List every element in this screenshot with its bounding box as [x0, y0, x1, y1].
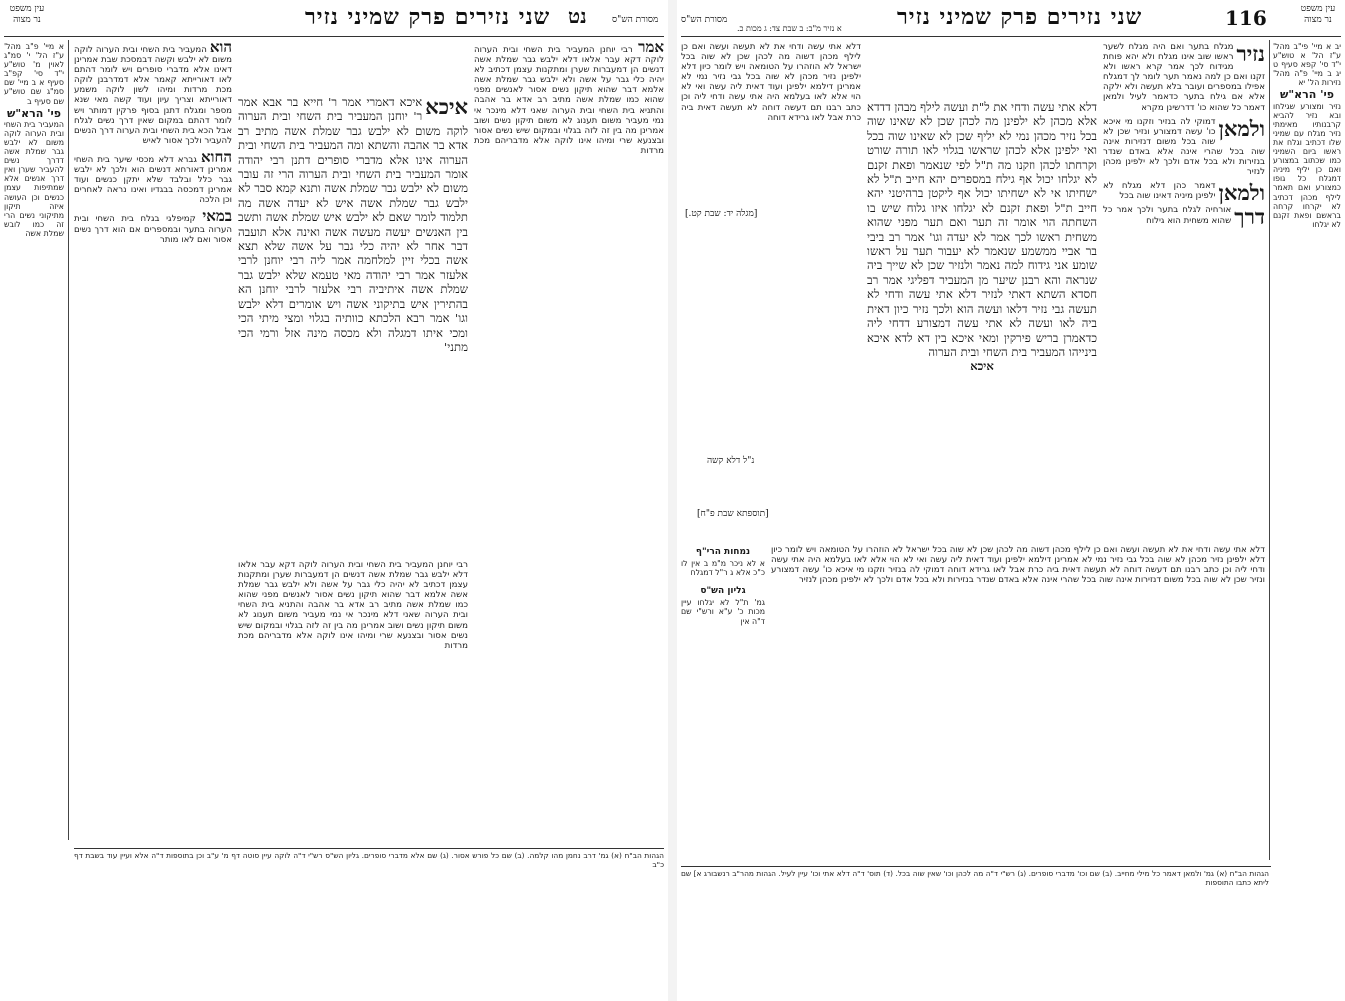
rashi-continuation-left	[238, 560, 468, 842]
gemara-opening-word: איכא	[425, 95, 468, 119]
rashi-continuation-text-right: דמוקי לה בנזיר וזקנו מי איכא כו' עשה דמצורע ונזיר שכן לא שוה בכל משום דנזירות אינה שוה בכל שהרי אינה אלא באדם שנדר בנזירות ולא בכל אדם ולכך לא ילפינן מכהן לנזיר	[771, 565, 1265, 586]
side-note-3: [תוספתא שבת פ"ח]	[697, 509, 769, 519]
rashi-heading-right-3: ולמאן	[1218, 180, 1265, 206]
rosh-column-left	[4, 42, 64, 842]
tosafot-heading-1: הוא	[209, 42, 232, 56]
rashi-text-right-1: מגלח בתער ואם היה מגלח לשער ראשו שוב אינו מגלח ולא יהא פוחת מגידוח לכך אמר קרא ראשו ולא זקנו ואם כן למה נאמר תער לומר לך דמגלח אפילו במספרים ועובר בלא תעשה ולא ילקה אלא אם גילח בתער כדאמר לעיל ולמאן דאמר כל שהוא כו' דדרשינן מקרא	[1103, 42, 1265, 113]
right-page	[677, 0, 1345, 1001]
tosafot-heading-3: במאי	[202, 207, 232, 226]
rashi-heading-right-1: נזיר	[1236, 42, 1265, 66]
ein-mishpat-text-left: א מיי' פ"ב מהל' ע"ז הל' י' סמ"ג לאוין מ' טוש"ע י"ד סי' קפ"ב סעיף א ב מיי' שם סמ"ג שם טוש"ע שם סעיף ב	[4, 42, 64, 106]
ein-mishpat-label-right: עין משפט נר מצוה	[1300, 4, 1336, 25]
nimukei-heading: נמחות הרי"ף	[695, 547, 751, 557]
gemara-text-left: איכא דאמרי אמר ר' חייא בר אבא אמר ר' יוחנן המעביר בית השחי ובית הערוה לוקה משום לא ילבש גבר שמלת אשה מתיב רב אדא בר אהבה והשתא ומה המעביר בית השחי ובית הערוה אינו אלא מדברי סופרים דתנן רבי יהודה אומר המעביר בית השחי ובית הערוה הרי זה עובר משום לא ילבש גבר שמלת אשה ותנא קמא סבר לא ילבש גבר שמלת אשה איש לא יעדה אשה מה תלמוד לומר שאם לא ילבש איש שמלת אשה ותשב בין האנשים יעשה מעשה אשה ואינה אלא תועבה דבר אחר לא יהיה כלי גבר על אשה שלא תצא אשה בכלי זיין למלחמה אמר ליה רבי יוחנן לרבי אלעזר אמר רבי יהודה מאי טעמא שלא ילבש גבר שמלת אשה איתיביה רבי אלעזר לרבי יוחנן הא בהתירין איש בתיקוני אשה ויש אומרים דלא ילבש וגו' אמר רבא הלכתא כוותיה בגלוי ומצי מיתי הכי ומכי איתו דמגלה ולא מכסה מינה אזל ורמי הכי מתני'	[238, 95, 468, 354]
rosh-column-right	[1273, 42, 1341, 942]
gilyon-heading: גליון הש"ס	[700, 586, 746, 597]
rashi-heading-right-2: ולמאן	[1218, 115, 1265, 141]
gemara-block-left	[238, 95, 468, 555]
column-divider	[68, 40, 69, 840]
rashi-column-left	[474, 42, 664, 842]
binding-gutter	[668, 0, 677, 1001]
tosafot-text-2: גברא דלא מכסי שיער בית השחי אמרינן דאורחא דנשים הוא ולכך לא ילבש גבר כלל ובלבד שלא יתקן כנשים ועוד אמרינן דמכסה בבגדיו ואינו נראה לאחרים וכן הלכה	[74, 154, 232, 206]
mesoret-text-right: א נזיר מ"ב: ב שבת צד: ג מכות כ.	[737, 24, 842, 33]
nimukei-text: א לא ניכר מ"מ ב אין לו כ"כ אלא ג ר"ל דמגלח	[681, 559, 765, 578]
gilyon-text: גמ' ת"ל לא יגלחו עיין מכות כ' ע"א ורש"י שם ד"ה אין	[681, 598, 765, 626]
footnotes-left	[74, 852, 664, 942]
footnotes-text-right: הגהות הב"ח (א) גמ' ולמאן דאמר כל מילי מחייב. (ב) שם וכו' מדברי סופרים. (ג) רש"י ד"ה מה לכהן וכו' שאין שוה בכל. (ד) תוס' ד"ה דלא אתי וכו' עיין לעיל. הגהות מהר"ב רנשבורג א] שם ליתא כתבו התוספות	[681, 870, 1269, 887]
tosafot-column-right	[681, 42, 861, 542]
page-number-left: נט	[568, 4, 587, 28]
footnotes-right	[681, 870, 1269, 990]
tosafot-continuation-text-right: דלא אתי עשה ודחי את לא תעשה ועשה ואם כן לילף מכהן דשוה מה לכהן שכן לא שוה בכל ישראל לא הוזהרו על הטומאה ויש לומר כיון דלא ילפינן נזיר מכהן לא שוה בכל גבי נזיר נמי לא אמרינן דילמא ילפינן ועוד דאית ליה עשה ואי לא הוי אלא לאו בעלמא היה אתי עשה ודחי ליה וכן כתב רבנו תם דעשה דוחה לא תעשה דאית ביה כרת אבל לאו גרידא דוחה	[771, 545, 1265, 576]
rosh-text-left: המעביר בית השחי ובית הערוה לוקה משום לא ילבש גבר שמלת אשה דדרך נשים להעביר שערן ואין דרך אנשים אלא שמתיפות עצמן כנשים וכן העושה איזה תיקון מתיקוני נשים הרי זה כמו לובש שמלת אשה	[4, 119, 64, 238]
rosh-heading-right: פי' הרא"ש	[1280, 88, 1334, 102]
rashi-heading-left: אמר	[638, 42, 664, 56]
tosafot-text-right: דלא אתי עשה ודחי את לא תעשה ועשה ואם כן לילף מכהן דשוה מה לכהן שכן לא שוה בכל ישראל לא הוזהרו על הטומאה ויש לומר כיון דלא ילפינן נזיר מכהן לא שוה בכל גבי נזיר נמי לא אמרינן דילמא ילפינן ועוד דאית ליה עשה ואי לא הוי אלא לאו בעלמא היה אתי עשה ודחי ליה וכן כתב רבנו תם דעשה דוחה לא תעשה דאית ביה כרת אבל לאו גרידא דוחה	[681, 42, 861, 123]
tosafot-column-left	[74, 42, 232, 842]
header-rule-right	[681, 36, 1341, 37]
rosh-heading-left: פי' הרא"ש	[7, 106, 61, 120]
side-note-1: [מגלה יד: שבת קט.]	[685, 209, 758, 219]
tosafot-heading-2: החוא	[201, 147, 232, 166]
left-page	[0, 0, 668, 1001]
mesoret-label-right: מסורת הש"ס	[681, 15, 728, 25]
ein-mishpat-text-right: יב א מיי' פי"ב מהל' ע"ז הל' א טוש"ע י"ד סי' קפא סעיף ט יג ב מיי' פ"ה מהל' נזירות הל' יא	[1273, 42, 1341, 88]
rashi-continuation-text-left: רבי יוחנן המעביר בית השחי ובית הערוה לוקה דקא עבר אלאו דלא ילבש גבר שמלת אשה דנשים הן דמעברות שערן ומתקנות עצמן דכתיב לא יהיה כלי גבר על אשה ולא ילבש גבר שמלת אשה אלמא דבר שהוא תיקון נשים אסור לאנשים מפני שהוא כמו שמלת אשה מתיב רב אדא בר אהבה והתניא בית השחי ובית הערוה שאני דלא מינכר אי נמי מעביר משום תענוג לא משום תיקון נשים ושוב אמרינן מה בין זה לזה בגלוי ובמקום שיש נשים אסור ובצנעא שרי ומיהו אינו לוקה אלא מדבריהם מכת מרדות	[238, 560, 468, 651]
gemara-closing-word: איכא	[970, 359, 994, 374]
tosafot-text-3: קמיפלגי בגלח בית השחי ובית הערוה בתער ובמספרים אם הוא דרך נשים אסור ואם לאו מותר	[74, 214, 232, 245]
column-divider	[1269, 40, 1270, 860]
rashi-text-right-3: דאמר כהן דלא מגלח לא ילפינן מיניה דאינו שוה בכל	[1103, 181, 1216, 202]
page-number-right: 116	[1225, 6, 1267, 30]
footnote-rule-left	[74, 848, 664, 849]
side-note-2: נ"ל דלא קשה	[707, 456, 755, 466]
rosh-text-right: נזיר ומצורע שגילחו ובא נזיר להביא קרבנותיו מאימתי נזיר מגלח עם שמיני שלו דכתיב וגלח את ראשו ביום השמיני כמו שכתוב במצורע ואם כן יליף מיניה דמגלח כל גופו כמצורע ואם תאמר לילף מכהן דכתיב לא יקרחו קרחה בראשם ופאת זקנם לא יגלחו	[1273, 101, 1341, 229]
gemara-text-right: דלא אתי עשה ודחי את ל"ת ועשה לילף מבהן דדדא אלא מכהן לא ילפינן מה לכהן שכן לא שאינו שוה בכל נזיר מכהן נמי לא יליף שכן לא שאינו שוה בכל ואי ילפינן אלא לכהן שראשו בגלוי לאו תורה שורט וקרחתו לכהן וזקנו מה ת"ל לפי שנאמר ופאת זקנם לא יגלחו יכול אף גילח במספרים יהא חייב ת"ל לא ישחיתו אי לא ישחיתו יכול אף ליקטן ברהיטני יהא חייב ת"ל ופאת זקנם לא יגלחו איזו גלוח שיש בו השחתה הוי אומר זה תער ואם תער מפני שהוא משחית ראשו לכך אמר לא יעדה וגו' אמר רב ביבי בר אביי ממשמע שנאמר לא יעבור תער על ראשו שומע אני גידוח למה נאמר ולנזיר שכן לא שייך ביה שנראה והא רבנן שיער מן המעביר דפליגי אמר רב חסדא השתא דאתי לנזיר דלא אתי עשה ודחי לא תעשה גבי נזיר דלאו ועשה הוא ולכך נזיר כיון דאית ביה לאו ועשה לא אתי עשה דמצורע דדחי ליה כדאמרן בריש פירקין ומאי איכא בין דא לדא איכא בינייהו המעביר בית השחי ובית הערוה	[867, 100, 1097, 359]
gemara-block-right	[867, 100, 1097, 520]
rashi-text-right-2: דמוקי לה בנזיר וזקנו מי איכא כו' עשה דמצורע ונזיר שכן לא שוה בכל משום דנזירות אינה שוה בכל שהרי אינה אלא באדם שנדר בנזירות ולא בכל אדם ולכך לא ילפינן מכהן לנזיר	[1103, 116, 1265, 178]
rashi-text-right-4: אורחיה לגלח בתער ולכך אמר כל שהוא משחית הוא גילוח	[1103, 205, 1232, 226]
margin-notes-right	[681, 545, 765, 845]
rashi-heading-right-4: דרך	[1234, 204, 1265, 230]
tosafot-text-1: המעביר בית השחי ובית הערוה לוקה משום לא ילבש וקשה דבמסכת שבת אמרינן דאינו אלא מדברי סופרים ויש לומר דהתם לאו דאורייתא קאמר אלא דמדרבנן לוקה מכת מרדות ומיהו לשון לוקה משמע דאורייתא וצריך עיון ועוד קשה מאי שנא מספר ומגלח דתנן בסוף פרקין דמותר ויש לומר דהתם במקום שאין דרך נשים לגלח אבל הכא בית השחי ובית הערוה דרך הנשים להעביר ולכך אסור לאיש	[74, 45, 232, 146]
tosafot-continuation-right	[771, 545, 1265, 860]
mesoret-label-left: מסורת הש"ס	[612, 15, 659, 25]
rashi-text-left: רבי יוחנן המעביר בית השחי ובית הערוה לוקה דקא עבר אלאו דלא ילבש גבר שמלת אשה דנשים הן דמעברות שערן ומתקנות עצמן דכתיב לא יהיה כלי גבר על אשה ולא ילבש גבר שמלת אשה אלמא דבר שהוא תיקון נשים אסור לאנשים מפני שהוא כמו שמלת אשה מתיב רב אדא בר אהבה והתניא בית השחי ובית הערוה שאני דלא מינכר אי נמי מעביר משום תענוג לא משום תיקון נשים ושוב אמרינן מה בין זה לזה בגלוי ובמקום שיש נשים אסור ובצנעא שרי ומיהו אינו לוקה אלא מדבריהם מכת מרדות	[474, 45, 664, 156]
ein-mishpat-label-left: עין משפט נר מצוה	[9, 4, 45, 25]
footnotes-text-left: הגהות הב"ח (א) גמ' דרב נחמן מהו קלמה. (ב) שם כל פורש אסור. (ג) שם אלא מדברי סופרים. גליון הש"ס רש"י ד"ה לוקה עיין סוטה דף מ' ע"ב וכן בתוספות ד"ה אלא ועיין עוד בשבת דף כ"ב	[74, 852, 664, 869]
running-title-left: שני נזירים פרק שמיני נזיר	[305, 4, 551, 30]
header-rule-left	[4, 36, 664, 37]
footnote-rule-right	[681, 866, 1271, 867]
running-title-right: שני נזירים פרק שמיני נזיר	[897, 4, 1143, 30]
